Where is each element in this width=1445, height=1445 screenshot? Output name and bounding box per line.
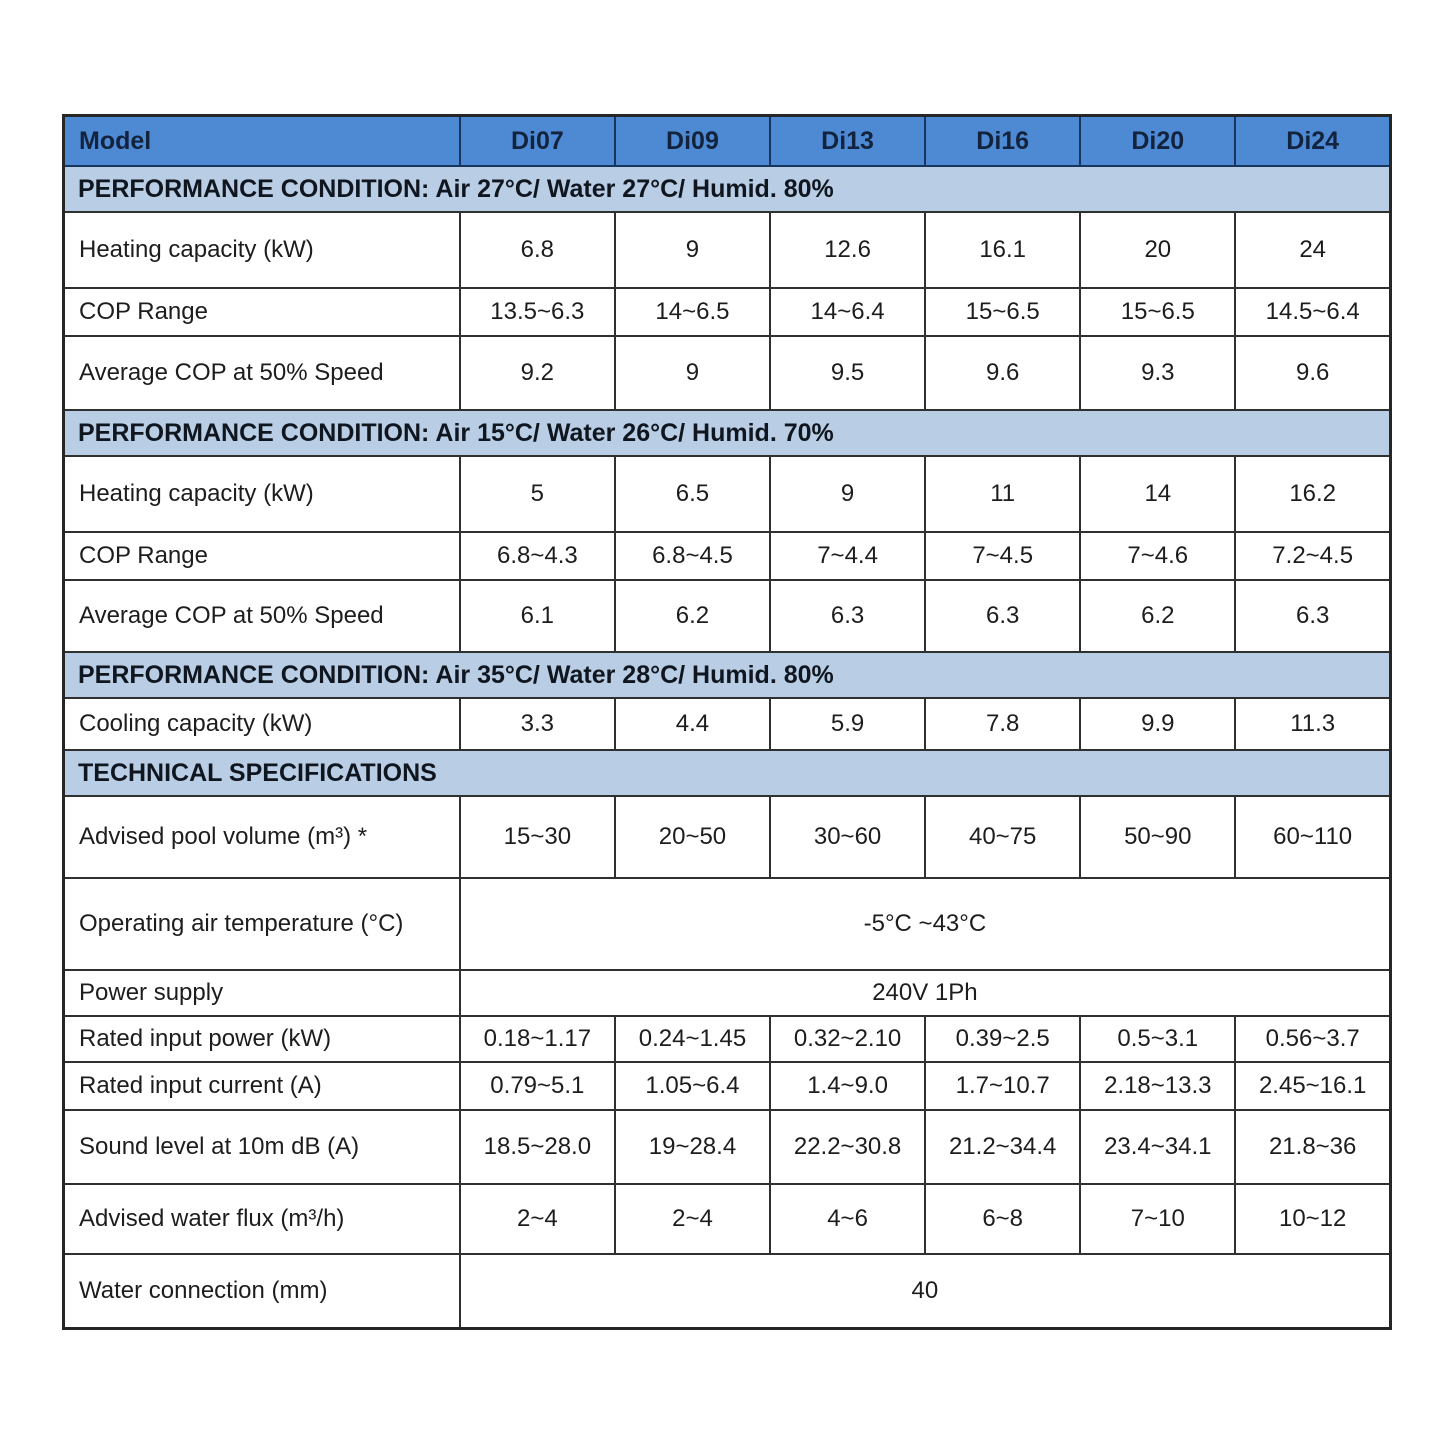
spec-value: 1.05~6.4	[615, 1062, 770, 1110]
table-row	[64, 212, 1391, 288]
spec-value: 7~4.4	[770, 532, 925, 580]
spec-label: Operating air temperature (°C)	[64, 878, 460, 970]
spec-label: COP Range	[64, 532, 460, 580]
spec-value: 16.1	[925, 212, 1080, 288]
spec-value: 5.9	[770, 698, 925, 750]
spec-value: 50~90	[1080, 796, 1235, 878]
spec-value: 5	[460, 456, 615, 532]
spec-value: 0.18~1.17	[460, 1016, 615, 1062]
spec-value: 18.5~28.0	[460, 1110, 615, 1184]
table-row	[64, 878, 1391, 970]
spec-value: 15~6.5	[925, 288, 1080, 336]
spec-value: 6.3	[1235, 580, 1390, 652]
spec-value-span: 40	[460, 1254, 1391, 1329]
spec-value: 6.2	[1080, 580, 1235, 652]
spec-label: Advised water flux (m³/h)	[64, 1184, 460, 1254]
spec-value: 22.2~30.8	[770, 1110, 925, 1184]
spec-table	[62, 114, 1392, 1330]
table-row	[64, 580, 1391, 652]
spec-value: 9.5	[770, 336, 925, 410]
spec-value: 9.6	[925, 336, 1080, 410]
spec-value: 16.2	[1235, 456, 1390, 532]
table-row	[64, 1184, 1391, 1254]
spec-value: 4.4	[615, 698, 770, 750]
spec-label: Sound level at 10m dB (A)	[64, 1110, 460, 1184]
spec-value: 2.18~13.3	[1080, 1062, 1235, 1110]
section-title: PERFORMANCE CONDITION: Air 27°C/ Water 27°C/ Humid. 80%	[64, 166, 1391, 212]
section-band-technical-specs	[64, 750, 1391, 796]
spec-value: 6.3	[770, 580, 925, 652]
spec-value: 6.8~4.3	[460, 532, 615, 580]
table-row	[64, 288, 1391, 336]
spec-value: 4~6	[770, 1184, 925, 1254]
spec-value: 0.56~3.7	[1235, 1016, 1390, 1062]
table-row	[64, 1254, 1391, 1329]
spec-value: 15~30	[460, 796, 615, 878]
header-model-di07: Di07	[460, 116, 615, 167]
spec-value: 1.4~9.0	[770, 1062, 925, 1110]
table-row	[64, 698, 1391, 750]
spec-value: 60~110	[1235, 796, 1390, 878]
spec-value: 7~4.6	[1080, 532, 1235, 580]
spec-value: 6.2	[615, 580, 770, 652]
spec-value: 9	[615, 336, 770, 410]
spec-value: 0.24~1.45	[615, 1016, 770, 1062]
spec-value: 9.6	[1235, 336, 1390, 410]
spec-label: Heating capacity (kW)	[64, 212, 460, 288]
table-header-row	[64, 116, 1391, 167]
table-row	[64, 1016, 1391, 1062]
spec-label: Average COP at 50% Speed	[64, 336, 460, 410]
spec-value: 2~4	[615, 1184, 770, 1254]
section-band-performance-1	[64, 166, 1391, 212]
table-row	[64, 336, 1391, 410]
spec-value: 13.5~6.3	[460, 288, 615, 336]
spec-value: 3.3	[460, 698, 615, 750]
spec-value: 7.2~4.5	[1235, 532, 1390, 580]
spec-value: 21.8~36	[1235, 1110, 1390, 1184]
header-model-label: Model	[64, 116, 460, 167]
header-model-di20: Di20	[1080, 116, 1235, 167]
spec-sheet	[62, 114, 1392, 1330]
spec-value: 24	[1235, 212, 1390, 288]
table-row	[64, 796, 1391, 878]
spec-value: 19~28.4	[615, 1110, 770, 1184]
spec-value: 0.5~3.1	[1080, 1016, 1235, 1062]
spec-label: Power supply	[64, 970, 460, 1016]
section-band-performance-3	[64, 652, 1391, 698]
spec-label: Average COP at 50% Speed	[64, 580, 460, 652]
spec-value: 40~75	[925, 796, 1080, 878]
spec-value: 6.1	[460, 580, 615, 652]
spec-label: Rated input power (kW)	[64, 1016, 460, 1062]
section-title: PERFORMANCE CONDITION: Air 15°C/ Water 26°C/ Humid. 70%	[64, 410, 1391, 456]
spec-value: 20	[1080, 212, 1235, 288]
spec-label: Cooling capacity (kW)	[64, 698, 460, 750]
table-row	[64, 456, 1391, 532]
spec-value: 30~60	[770, 796, 925, 878]
spec-label: Water connection (mm)	[64, 1254, 460, 1329]
spec-value: 11	[925, 456, 1080, 532]
spec-value: 6.5	[615, 456, 770, 532]
spec-value: 14.5~6.4	[1235, 288, 1390, 336]
spec-value: 6.8	[460, 212, 615, 288]
spec-value-span: -5°C ~43°C	[460, 878, 1391, 970]
spec-value: 20~50	[615, 796, 770, 878]
spec-value: 1.7~10.7	[925, 1062, 1080, 1110]
spec-value: 14	[1080, 456, 1235, 532]
spec-value: 9.9	[1080, 698, 1235, 750]
table-row	[64, 970, 1391, 1016]
header-model-di09: Di09	[615, 116, 770, 167]
spec-value: 6.3	[925, 580, 1080, 652]
spec-label: Rated input current (A)	[64, 1062, 460, 1110]
header-model-di16: Di16	[925, 116, 1080, 167]
spec-value: 21.2~34.4	[925, 1110, 1080, 1184]
spec-value: 9.3	[1080, 336, 1235, 410]
spec-value: 10~12	[1235, 1184, 1390, 1254]
spec-value: 9	[770, 456, 925, 532]
spec-value: 0.79~5.1	[460, 1062, 615, 1110]
spec-value: 7.8	[925, 698, 1080, 750]
spec-label: Heating capacity (kW)	[64, 456, 460, 532]
spec-value: 14~6.4	[770, 288, 925, 336]
spec-value: 15~6.5	[1080, 288, 1235, 336]
spec-label: COP Range	[64, 288, 460, 336]
header-model-di24: Di24	[1235, 116, 1390, 167]
table-row	[64, 1062, 1391, 1110]
section-band-performance-2	[64, 410, 1391, 456]
spec-value: 6.8~4.5	[615, 532, 770, 580]
section-title: PERFORMANCE CONDITION: Air 35°C/ Water 28°C/ Humid. 80%	[64, 652, 1391, 698]
table-row	[64, 1110, 1391, 1184]
spec-value: 9.2	[460, 336, 615, 410]
section-title: TECHNICAL SPECIFICATIONS	[64, 750, 1391, 796]
spec-value-span: 240V 1Ph	[460, 970, 1391, 1016]
spec-value: 7~10	[1080, 1184, 1235, 1254]
spec-value: 7~4.5	[925, 532, 1080, 580]
table-row	[64, 532, 1391, 580]
spec-value: 14~6.5	[615, 288, 770, 336]
spec-value: 2~4	[460, 1184, 615, 1254]
spec-value: 0.32~2.10	[770, 1016, 925, 1062]
spec-value: 0.39~2.5	[925, 1016, 1080, 1062]
spec-value: 6~8	[925, 1184, 1080, 1254]
spec-value: 11.3	[1235, 698, 1390, 750]
header-model-di13: Di13	[770, 116, 925, 167]
spec-label: Advised pool volume (m³) *	[64, 796, 460, 878]
spec-value: 23.4~34.1	[1080, 1110, 1235, 1184]
spec-value: 12.6	[770, 212, 925, 288]
spec-value: 9	[615, 212, 770, 288]
spec-value: 2.45~16.1	[1235, 1062, 1390, 1110]
